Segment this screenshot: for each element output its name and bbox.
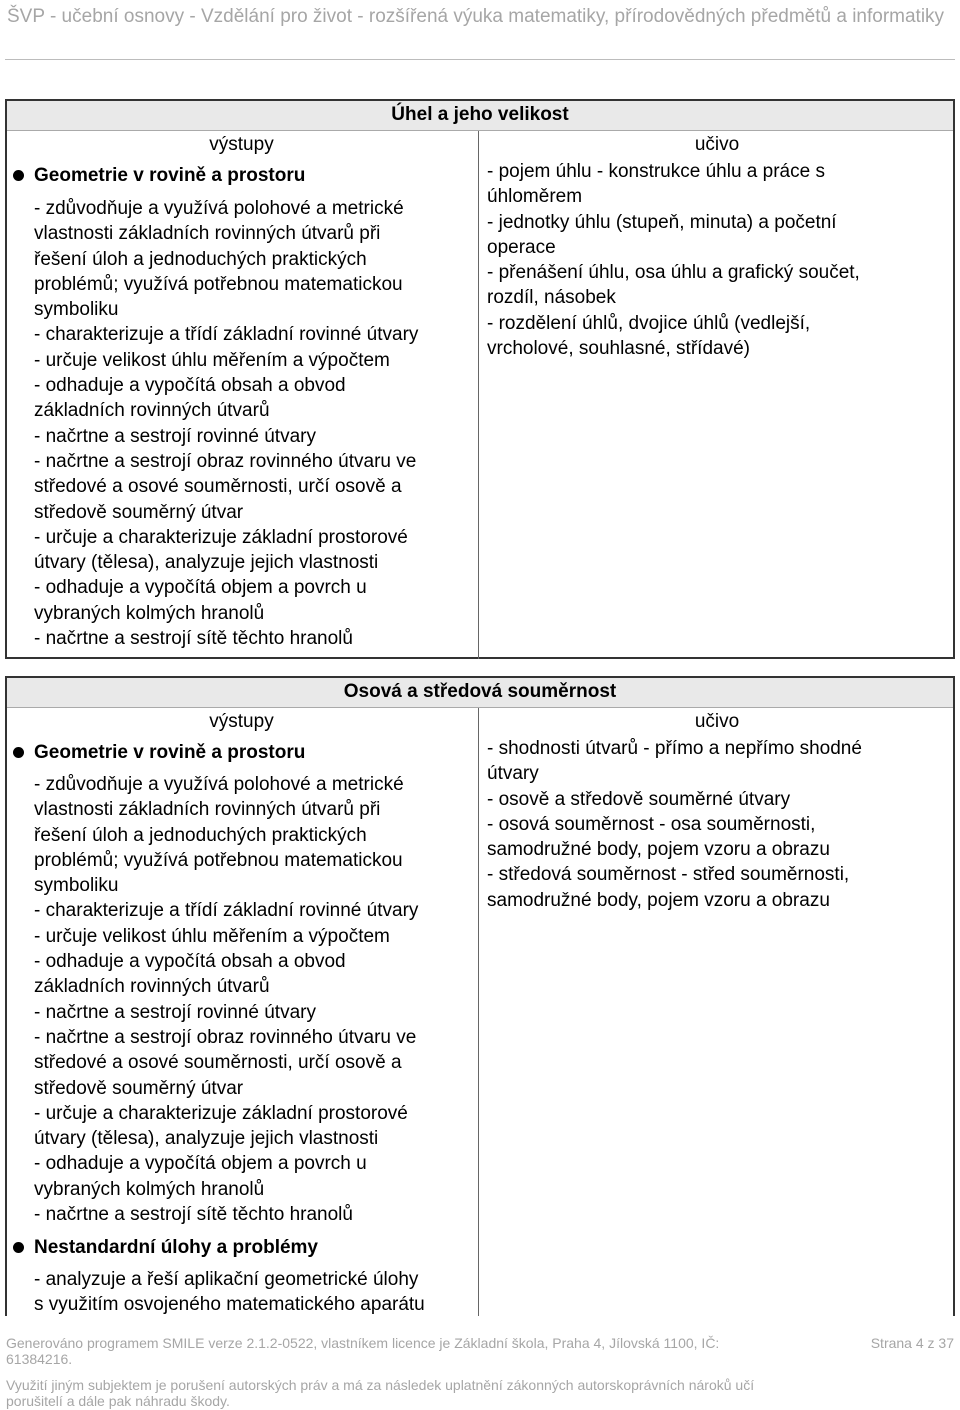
bullet-icon bbox=[13, 1242, 24, 1253]
section-title: Osová a středová souměrnost bbox=[343, 681, 617, 702]
bullet-icon bbox=[13, 747, 24, 758]
ucivo-text: - pojem úhlu - konstrukce úhlu a práce s úhloměrem - jednotky úhlu (stupeň, minuta) a početní operace - přenášení úhlu, osa úhlu a grafický součet, rozdíl, násobek - rozdělení úhlů, dvojice úhlů (vedlejší, vrcholové, souhlasné, střídavé) bbox=[487, 161, 860, 360]
footer-copyright-text: Využití jiným subjektem je porušení autorských práv a má za následek uplatnění zákonných autorskoprávních nároků učí porušitelí a dále pak náhradu škody. bbox=[6, 1377, 755, 1409]
bullet-icon bbox=[13, 170, 24, 181]
page-number: Strana 4 z 37 bbox=[870, 1335, 954, 1351]
ucivo-header: učivo bbox=[694, 711, 740, 732]
group-heading: Geometrie v rovině a prostoru bbox=[34, 742, 306, 763]
footer-generated-text: Generováno programem SMILE verze 2.1.2-0522, vlastníkem licence je Základní škola, Praha 4, Jílovská 1100, IČ: 61384216. bbox=[6, 1335, 720, 1367]
column-divider bbox=[478, 131, 479, 659]
ucivo-header: učivo bbox=[694, 134, 740, 155]
column-divider bbox=[478, 708, 479, 1316]
vystupy-text: - zdůvodňuje a využívá polohové a metrické vlastnosti základních rovinných útvarů při řešení úloh a jednoduchých praktických problémů; využívá potřebnou matematickou symboliku - charakterizuje a třídí základní rovinné útvary - určuje velikost úhlu měřením a výpočtem - odhaduje a vypočítá obsah a obvod základních rovinných útvarů - načrtne a sestrojí rovinné útvary - načrtne a sestrojí obraz rovinného útvaru ve středové a osové souměrnosti, určí osově a středově souměrný útvar - určuje a charakterizuje základní prostorové útvary (tělesa), analyzuje jejich vlastnosti - odhaduje a vypočítá objem a povrch u vybraných kolmých hranolů - načrtne a sestrojí sítě těchto hranolů bbox=[34, 198, 419, 650]
vystupy-header: výstupy bbox=[209, 711, 274, 732]
section-title: Úhel a jeho velikost bbox=[391, 104, 569, 125]
section-uhel-a-jeho-velikost bbox=[5, 99, 955, 659]
ucivo-text: - shodnosti útvarů - přímo a nepřímo shodné útvary - osově a středově souměrné útvary - osová souměrnost - osa souměrnosti, samodružné body, pojem vzoru a obrazu - středová souměrnost - střed souměrnosti, samodružné body, pojem vzoru a obrazu bbox=[487, 738, 862, 911]
document-header: ŠVP - učební osnovy - Vzdělání pro život - rozšířená výuka matematiky, přírodovědných předmětů a informatiky bbox=[7, 6, 945, 27]
section-osova-a-stredova-soumernost bbox=[5, 676, 955, 1316]
group-heading: Geometrie v rovině a prostoru bbox=[34, 165, 306, 186]
group-heading: Nestandardní úlohy a problémy bbox=[34, 1237, 318, 1258]
vystupy-text: - analyzuje a řeší aplikační geometrické úlohy s využitím osvojeného matematického aparátu bbox=[34, 1269, 425, 1316]
vystupy-header: výstupy bbox=[209, 134, 274, 155]
vystupy-text: - zdůvodňuje a využívá polohové a metrické vlastnosti základních rovinných útvarů při řešení úloh a jednoduchých praktických problémů; využívá potřebnou matematickou symboliku - charakterizuje a třídí základní rovinné útvary - určuje velikost úhlu měřením a výpočtem - odhaduje a vypočítá obsah a obvod základních rovinných útvarů - načrtne a sestrojí rovinné útvary - načrtne a sestrojí obraz rovinného útvaru ve středové a osové souměrnosti, určí osově a středově souměrný útvar - určuje a charakterizuje základní prostorové útvary (tělesa), analyzuje jejich vlastnosti - odhaduje a vypočítá objem a povrch u vybraných kolmých hranolů - načrtne a sestrojí sítě těchto hranolů bbox=[34, 774, 419, 1226]
header-divider bbox=[5, 59, 955, 60]
